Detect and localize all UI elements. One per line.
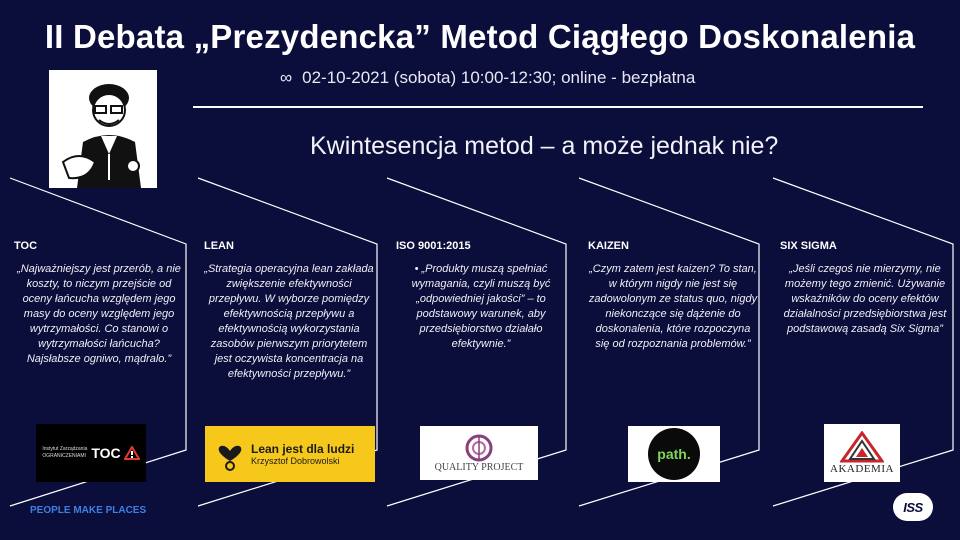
triangle-emblem-icon [840,431,884,463]
column-iso [396,240,566,352]
column-title: LEAN [204,240,234,252]
column-kaizen [588,240,758,352]
heart-gear-icon [215,437,245,471]
column-sixsigma [780,240,950,337]
toc-logo [36,424,146,482]
toc-logo-mark: TOC [91,445,121,461]
page-title: II Debata „Prezydencka” Metod Ciągłego Doskonalenia [44,18,916,55]
column-lean [204,240,374,382]
column-title: ISO 9001:2015 [396,240,471,252]
path-logo [628,426,720,482]
toc-logo-line1: Instytut Zarządzania [42,446,88,452]
column-quote: „Najważniejszy jest przerób, a nie koszty, to niczym przejście od oceny łańcucha względem jego masy do oceny względem jego wytrzymałości. Co stanowi o wytrzymałości łańcucha? Najsłabsze ogniwo, mądralo.” [17,263,181,365]
column-quote: „Czym zatem jest kaizen? To stan, w którym nigdy nie jest się zadowolonym ze status quo, nigdy niekonczące się dążenie do doskonalenia, które rozpoczyna się od rozpoznania problemów.” [588,263,758,350]
path-logo-badge [648,428,700,480]
column-title: KAIZEN [588,240,629,252]
column-title: TOC [14,240,38,252]
column-title: SIX SIGMA [780,240,837,252]
portrait-illustration [49,70,157,188]
dateline-text: 02-10-2021 (sobota) 10:00-12:30; online - bezpłatna [302,68,696,87]
akademia-logo-text: AKADEMIA [830,463,894,475]
portrait-icon [49,70,157,188]
toc-logo-line2: OGRANICZENIAMI [42,453,86,459]
lean-logo [205,426,375,482]
quality-project-logo [420,426,538,480]
infinity-icon: ∞ [280,68,293,87]
qp-emblem-icon [462,434,496,462]
akademia-logo [824,424,900,482]
warning-icon [124,446,140,460]
path-logo-text: path. [657,446,691,462]
footer-slogan: PEOPLE MAKE PLACES [30,505,147,516]
divider [193,106,923,108]
subtitle: Kwintesencja metod – a może jednak nie? [310,132,779,160]
column-quote: „Jeśli czegoś nie mierzymy, nie możemy tego zmienić. Używanie wskaźników do oceny efektów działalności przedsiębiorstwa jest podstawową zasadą Six Sigma” [783,263,947,335]
lean-logo-title: Lean jest dla ludzi [251,442,355,456]
lean-logo-author: Krzysztof Dobrowolski [251,456,340,466]
iss-logo: ISS [893,493,933,521]
event-dateline [280,68,695,88]
column-toc [14,240,184,367]
qp-logo-text: QUALITY PROJECT [434,461,524,473]
column-quote: • „Produkty muszą spełniać wymagania, czyli muszą być „odpowiedniej jakości” – to podstawowy warunek, aby przedsiębiorstwo działało efektywnie.” [411,263,551,350]
column-quote: „Strategia operacyjna lean zakłada zwiększenie efektywności przepływu. W wyborze pomiędzy efektywnością przepływu a efektywnością wykorzystania zasobów pierwszym priorytetem jest oczywista koncentracja na efektywności przepływu.” [204,263,374,380]
